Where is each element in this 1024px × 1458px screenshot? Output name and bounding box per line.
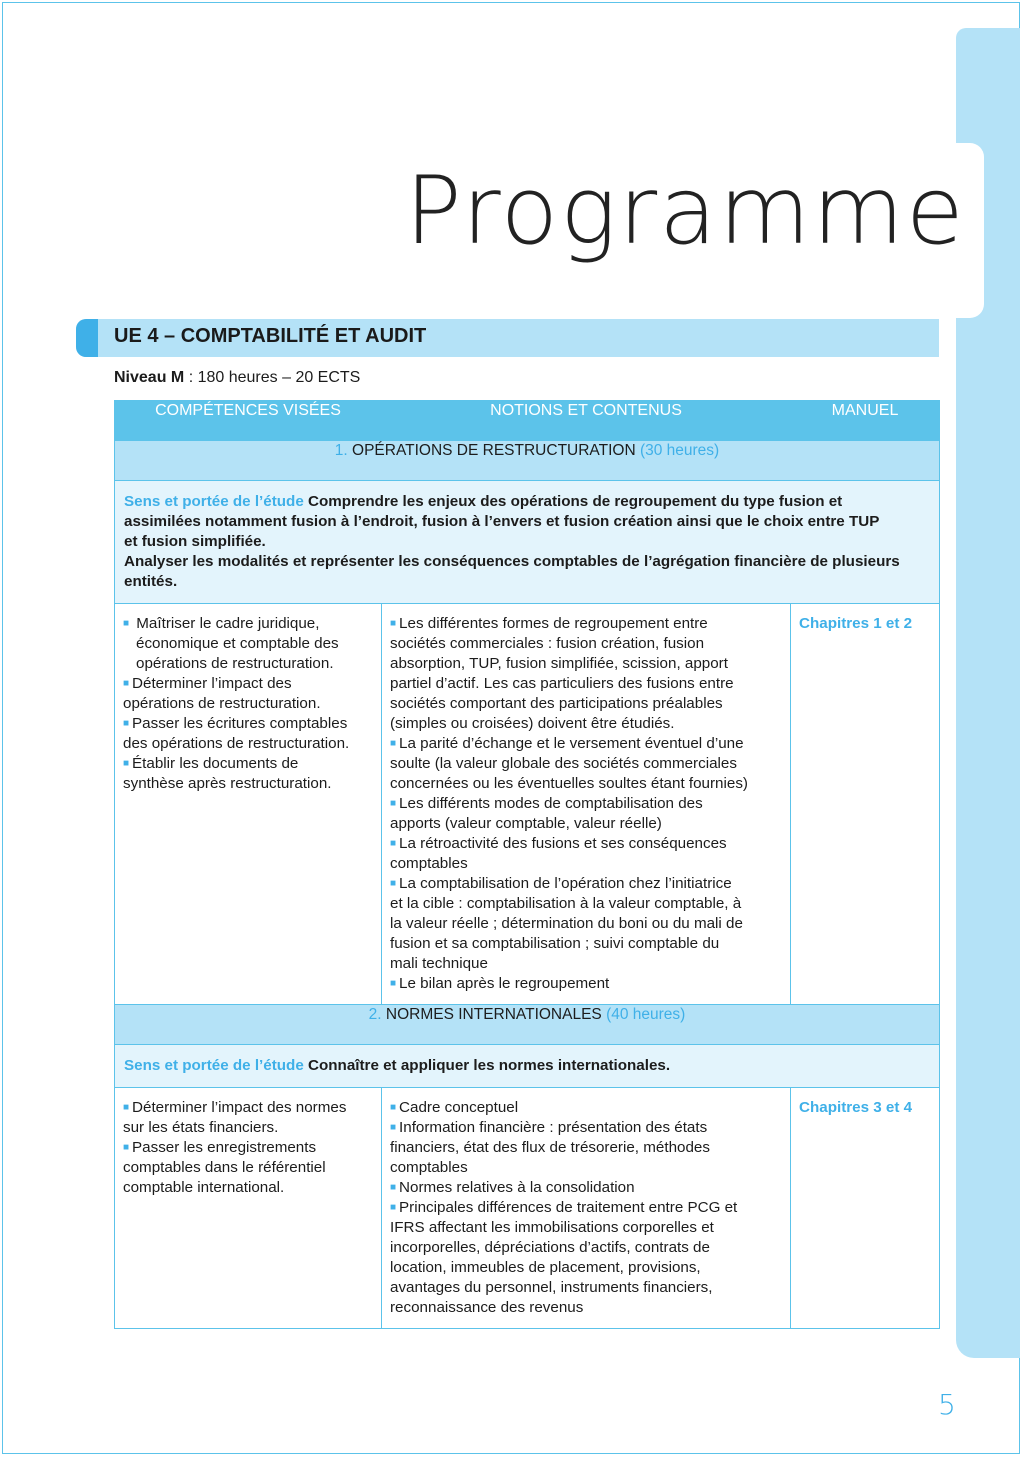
competence-line: [123, 1178, 373, 1198]
competences-cell: [115, 1088, 382, 1329]
notion-line: [390, 814, 782, 834]
notion-line: [390, 714, 782, 734]
section-title-row: [115, 441, 940, 481]
notion-line: [390, 734, 782, 754]
notion-text: financiers, état des flux de trésorerie, méthodes: [390, 1139, 710, 1156]
notion-text: partiel d’actif. Les cas particuliers des fusions entre: [390, 675, 734, 692]
square-bullet-icon: ■: [390, 738, 397, 749]
notion-text: soulte (la valeur globale des sociétés commerciales: [390, 755, 737, 772]
notion-line: [390, 1178, 782, 1198]
competence-line: [123, 614, 373, 634]
ue-title: UE 4 – COMPTABILITÉ ET AUDIT: [114, 325, 427, 347]
table-header-row: [115, 401, 940, 441]
sens-label: Sens et portée de l’étude: [124, 493, 304, 510]
notion-text: mali technique: [390, 955, 488, 972]
notion-text: la valeur réelle ; détermination du boni ou du mali de: [390, 915, 743, 932]
competence-line: [123, 1118, 373, 1138]
section-name: NORMES INTERNATIONALES: [381, 1006, 607, 1023]
notion-line: [390, 1258, 782, 1278]
section-title-row: [115, 1005, 940, 1045]
competence-text: comptable international.: [123, 1179, 285, 1196]
competence-line: [123, 674, 373, 694]
notion-line: [390, 874, 782, 894]
notions-cell: [382, 604, 791, 1005]
section-number: 2.: [368, 1006, 382, 1023]
square-bullet-icon: ■: [123, 718, 130, 729]
notion-line: [390, 854, 782, 874]
sens-cell: [115, 1045, 940, 1088]
square-bullet-icon: ■: [390, 1182, 397, 1193]
competence-line: [123, 1098, 373, 1118]
page-title: Programme: [405, 157, 966, 266]
manuel-cell: Chapitres 3 et 4: [791, 1088, 940, 1329]
notion-line: [390, 934, 782, 954]
competences-cell: [115, 604, 382, 1005]
square-bullet-icon: ■: [390, 838, 397, 849]
notion-text: et la cible : comptabilisation à la valeur comptable, à: [390, 895, 742, 912]
header-competences: COMPÉTENCES VISÉES: [115, 401, 382, 441]
notion-line: [390, 914, 782, 934]
sens-text: assimilées notamment fusion à l’endroit, fusion à l’envers et fusion création ainsi que le choix entre TUP: [124, 513, 880, 530]
square-bullet-icon: ■: [123, 618, 130, 629]
notion-line: [390, 894, 782, 914]
notion-line: [390, 974, 782, 994]
section-number: 1.: [334, 442, 348, 459]
notion-line: [390, 1098, 782, 1118]
notion-text: Le bilan après le regroupement: [399, 975, 610, 992]
niveau-line: [114, 369, 360, 387]
square-bullet-icon: ■: [123, 1102, 130, 1113]
square-bullet-icon: ■: [390, 1102, 397, 1113]
ue-header-accent: [76, 319, 98, 357]
competence-line: [123, 694, 373, 714]
square-bullet-icon: ■: [390, 618, 397, 629]
notion-text: La comptabilisation de l’opération chez l’initiatrice: [399, 875, 732, 892]
content-row: [115, 604, 940, 1005]
notion-text: apports (valeur comptable, valeur réelle): [390, 815, 662, 832]
notion-text: location, immeubles de placement, provisions,: [390, 1259, 701, 1276]
sens-text: Comprendre les enjeux des opérations de regroupement du type fusion et: [308, 493, 843, 510]
notion-line: [390, 674, 782, 694]
notion-line: [390, 1158, 782, 1178]
notion-line: [390, 794, 782, 814]
notion-text: sociétés commerciales : fusion création, fusion: [390, 635, 705, 652]
notion-text: Les différents modes de comptabilisation des: [399, 795, 703, 812]
notion-text: comptables: [390, 1159, 468, 1176]
notion-line: [390, 834, 782, 854]
notion-text: comptables: [390, 855, 468, 872]
notion-text: concernées ou les éventuelles soultes étant fournies): [390, 775, 748, 792]
competence-text: synthèse après restructuration.: [123, 775, 332, 792]
sens-row: [115, 1045, 940, 1088]
square-bullet-icon: ■: [123, 678, 130, 689]
niveau-value: : 180 heures – 20 ECTS: [184, 369, 361, 386]
competence-text: Passer les écritures comptables: [132, 715, 348, 732]
square-bullet-icon: ■: [390, 1202, 397, 1213]
ue-header-bar: [76, 319, 939, 357]
notion-text: (simples ou croisées) doivent être étudiés.: [390, 715, 675, 732]
page-number: 5: [938, 1388, 956, 1421]
notion-line: [390, 1278, 782, 1298]
notion-line: [390, 1118, 782, 1138]
notion-text: IFRS affectant les immobilisations corporelles et: [390, 1219, 714, 1236]
square-bullet-icon: ■: [123, 758, 130, 769]
notion-line: [390, 654, 782, 674]
notion-text: incorporelles, dépréciations d’actifs, contrats de: [390, 1239, 710, 1256]
square-bullet-icon: ■: [390, 1122, 397, 1133]
competence-line: [123, 1138, 373, 1158]
sens-text: Analyser les modalités et représenter les conséquences comptables de l’agrégation financière de plusieurs: [124, 553, 900, 570]
competence-line: [123, 714, 373, 734]
square-bullet-icon: ■: [123, 1142, 130, 1153]
notion-text: reconnaissance des revenus: [390, 1299, 584, 1316]
notion-text: La rétroactivité des fusions et ses conséquences: [399, 835, 727, 852]
competence-text: économique et comptable des: [136, 635, 339, 652]
competence-text: Établir les documents de: [132, 755, 299, 772]
section-hours: (40 heures): [606, 1006, 686, 1023]
section-name: OPÉRATIONS DE RESTRUCTURATION: [347, 442, 640, 459]
notion-line: [390, 754, 782, 774]
sens-text: entités.: [124, 573, 178, 590]
notion-line: [390, 1298, 782, 1318]
notion-text: Normes relatives à la consolidation: [399, 1179, 635, 1196]
notions-cell: [382, 1088, 791, 1329]
notion-line: [390, 1138, 782, 1158]
sens-row: [115, 481, 940, 604]
notion-text: fusion et sa comptabilisation ; suivi comptable du: [390, 935, 720, 952]
square-bullet-icon: ■: [390, 878, 397, 889]
notion-line: [390, 954, 782, 974]
competence-text: Maîtriser le cadre juridique,: [136, 615, 320, 632]
notion-line: [390, 614, 782, 634]
notion-text: Information financière : présentation des états: [399, 1119, 708, 1136]
competence-text: comptables dans le référentiel: [123, 1159, 326, 1176]
competence-line: [123, 734, 373, 754]
niveau-label: Niveau M: [114, 369, 185, 386]
competence-line: [123, 634, 373, 654]
sens-label: Sens et portée de l’étude: [124, 1057, 304, 1074]
content-row: [115, 1088, 940, 1329]
competence-text: sur les états financiers.: [123, 1119, 279, 1136]
competence-line: [123, 754, 373, 774]
competence-text: Passer les enregistrements: [132, 1139, 317, 1156]
notion-line: [390, 1198, 782, 1218]
square-bullet-icon: ■: [390, 798, 397, 809]
competence-line: [123, 1158, 373, 1178]
notion-text: absorption, TUP, fusion simplifiée, scission, apport: [390, 655, 728, 672]
notion-text: sociétés comportant des participations préalables: [390, 695, 723, 712]
notion-text: Cadre conceptuel: [399, 1099, 519, 1116]
notion-line: [390, 1218, 782, 1238]
header-notions: NOTIONS ET CONTENUS: [382, 401, 791, 441]
notion-line: [390, 774, 782, 794]
notion-text: La parité d’échange et le versement éventuel d’une: [399, 735, 744, 752]
header-manuel: MANUEL: [791, 401, 940, 441]
notion-line: [390, 694, 782, 714]
notion-line: [390, 634, 782, 654]
competence-line: [123, 774, 373, 794]
notion-text: Les différentes formes de regroupement entre: [399, 615, 708, 632]
competence-text: opérations de restructuration.: [123, 695, 321, 712]
sens-text: Connaître et appliquer les normes internationales.: [308, 1057, 671, 1074]
table-body: [115, 441, 940, 1329]
notion-text: Principales différences de traitement entre PCG et: [399, 1199, 738, 1216]
programme-table: [114, 400, 940, 1329]
manuel-cell: Chapitres 1 et 2: [791, 604, 940, 1005]
section-title: [115, 441, 940, 481]
competence-line: [123, 654, 373, 674]
notion-line: [390, 1238, 782, 1258]
section-title: [115, 1005, 940, 1045]
square-bullet-icon: ■: [390, 978, 397, 989]
competence-text: opérations de restructuration.: [136, 655, 334, 672]
competence-text: des opérations de restructuration.: [123, 735, 350, 752]
competence-text: Déterminer l’impact des: [132, 675, 292, 692]
section-hours: (30 heures): [639, 442, 720, 459]
competence-text: Déterminer l’impact des normes: [132, 1099, 347, 1116]
notion-text: avantages du personnel, instruments financiers,: [390, 1279, 713, 1296]
sens-cell: [115, 481, 940, 604]
sens-text: et fusion simplifiée.: [124, 533, 266, 550]
